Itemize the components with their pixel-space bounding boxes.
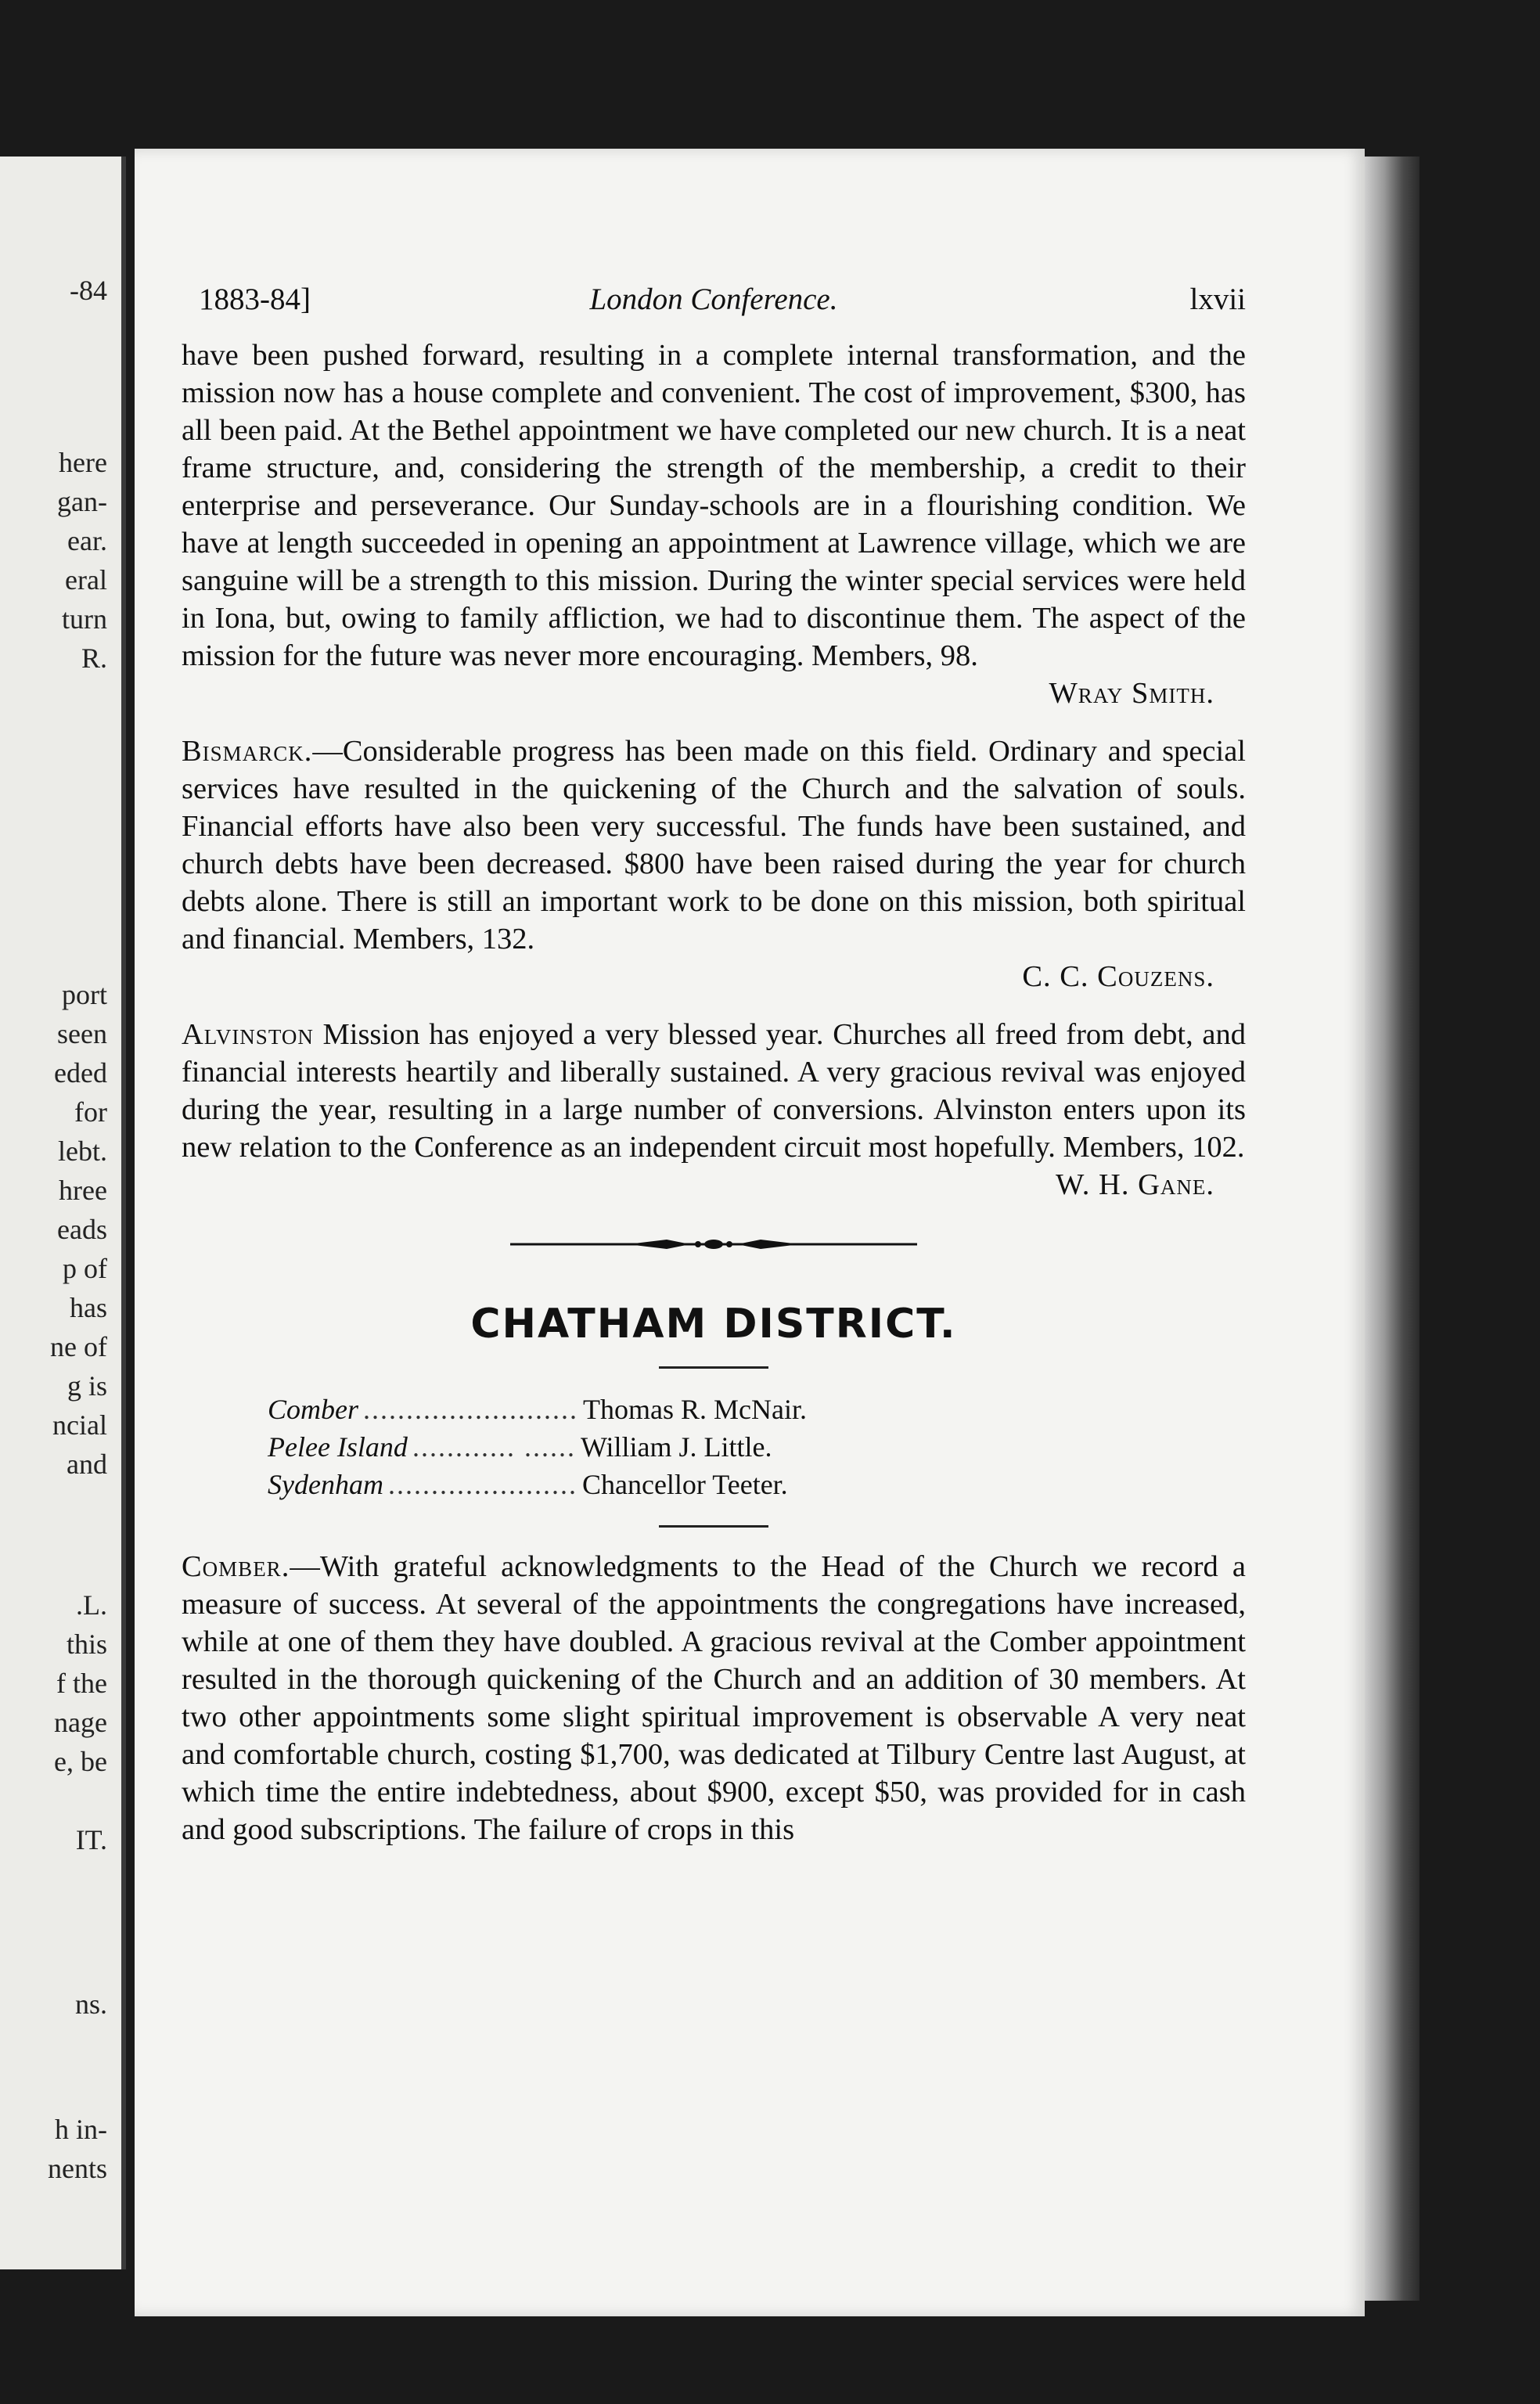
- signature-couzens: C. C. Couzens.: [1022, 960, 1214, 993]
- facing-page-line: -84: [70, 275, 107, 306]
- roster-place: Comber: [268, 1394, 358, 1425]
- facing-page-line: f the: [56, 1668, 107, 1699]
- paragraph-bismarck: [182, 732, 1246, 958]
- facing-page-line: turn: [62, 603, 107, 635]
- running-head-years: 1883-84]: [199, 283, 311, 316]
- signature-gane: W. H. Gane.: [1055, 1168, 1214, 1201]
- paragraph-comber: [182, 1548, 1246, 1848]
- facing-page-line: nents: [48, 2153, 107, 2184]
- facing-page-line: nage: [54, 1707, 107, 1738]
- page-edge: [1365, 157, 1419, 2301]
- paragraph-lead-comber: Comber.: [182, 1550, 290, 1583]
- paragraph-lead-bismarck: Bismarck.: [182, 735, 313, 768]
- roster-row: [268, 1391, 1246, 1428]
- facing-page-line: IT.: [75, 1824, 107, 1855]
- page-number: lxvii: [1189, 283, 1246, 316]
- facing-page-line: gan-: [57, 486, 107, 517]
- ornamental-divider: [182, 1235, 1246, 1254]
- facing-page-line: here: [59, 447, 107, 478]
- book-page: [135, 149, 1365, 2316]
- facing-page-line: port: [62, 979, 107, 1010]
- facing-page-line: eral: [65, 564, 107, 596]
- circuit-roster: [268, 1391, 1246, 1503]
- paragraph-text: have been pushed forward, resulting in a complete internal transformation, and the mission now has a house complete and convenient. The cost of improvement, $300, has all been paid. At the Bethel appointment we have completed our new church. It is a neat frame structure, and, considering the strength of the membership, a credit to their enterprise and perseverance. Our Sunday-schools are in a flourishing condition. We have at length succeeded in opening an appointment at Lawrence village, which we are sanguine will be a strength to this mission. During the winter special services were held in Iona, but, owing to family affliction, we had to discontinue them. The aspect of the mission for the future was never more encouraging. Members, 98.: [182, 339, 1246, 672]
- running-head-title: London Conference.: [589, 283, 838, 316]
- facing-page-line: ear.: [67, 525, 107, 556]
- facing-page-line: and: [67, 1449, 107, 1480]
- roster-row: [268, 1466, 1246, 1503]
- facing-page-line: g is: [67, 1370, 107, 1402]
- roster-row: [268, 1428, 1246, 1466]
- paragraph-lead-alvinston: Alvinston: [182, 1018, 314, 1051]
- facing-page-line: .L.: [76, 1589, 107, 1621]
- district-heading: CHATHAM DISTRICT.: [470, 1301, 957, 1348]
- facing-page-line: hree: [59, 1175, 107, 1206]
- facing-page-line: seen: [57, 1018, 107, 1049]
- roster-leader: .........................: [363, 1394, 578, 1425]
- roster-place: Pelee Island: [268, 1431, 408, 1463]
- roster-leader: ............ ......: [412, 1431, 576, 1463]
- facing-page-line: for: [74, 1096, 107, 1128]
- heading-rule: [659, 1366, 768, 1369]
- signature-wray-smith: Wray Smith.: [1049, 677, 1214, 710]
- facing-page-line: has: [70, 1292, 107, 1323]
- facing-page: [0, 157, 126, 2269]
- running-head: [182, 282, 1246, 336]
- facing-page-line: eded: [54, 1057, 107, 1089]
- roster-pastor: Chancellor Teeter.: [581, 1469, 788, 1500]
- roster-pastor: William J. Little.: [580, 1431, 772, 1463]
- paragraph-text: —Considerable progress has been made on this field. Ordinary and special services have resulted in the quickening of the Church and the salvation of souls. Financial efforts have also been very successful. The funds have been sustained, and church debts have been decreased. $800 have been raised during the year for church debts alone. There is still an important work to be done on this mission, both spiritual and financial. Members, 132.: [182, 735, 1246, 955]
- roster-leader: ......................: [387, 1469, 578, 1500]
- facing-page-line: this: [66, 1628, 107, 1660]
- page-content: [182, 282, 1246, 1848]
- paragraph-mission-report: [182, 336, 1246, 675]
- paragraph-text: —With grateful acknowledgments to the Head of the Church we record a measure of success. At several of the appointments the congregations have increased, while at one of them they have doubled. A gracious revival at the Comber appointment resulted in the thorough quickening of the Church and an addition of 30 members. At two other appointments some slight spiritual improvement is observable A very neat and comfortable church, costing $1,700, was dedicated at Tilbury Centre last August, at which time the entire indebtedness, about $900, except $50, was provided for in cash and good subscriptions. The failure of crops in this: [182, 1550, 1246, 1846]
- facing-page-line: lebt.: [58, 1135, 107, 1167]
- facing-page-line: e, be: [54, 1746, 107, 1777]
- facing-page-line: R.: [81, 642, 107, 674]
- facing-page-line: ncial: [52, 1409, 107, 1441]
- facing-page-line: h in-: [55, 2114, 107, 2145]
- facing-page-line: ne of: [50, 1331, 107, 1362]
- facing-page-line: p of: [63, 1253, 107, 1284]
- facing-page-line: ns.: [74, 1988, 107, 2020]
- roster-pastor: Thomas R. McNair.: [583, 1394, 807, 1425]
- roster-place: Sydenham: [268, 1469, 383, 1500]
- paragraph-alvinston: [182, 1016, 1246, 1166]
- facing-page-line: eads: [57, 1214, 107, 1245]
- paragraph-text: Mission has enjoyed a very blessed year. Churches all freed from debt, and financial interests heartily and liberally sustained. A very gracious revival was enjoyed during the year, resulting in a large number of conversions. Alvinston enters upon its new relation to the Conference as an independent circuit most hopefully. Members, 102.: [182, 1018, 1246, 1164]
